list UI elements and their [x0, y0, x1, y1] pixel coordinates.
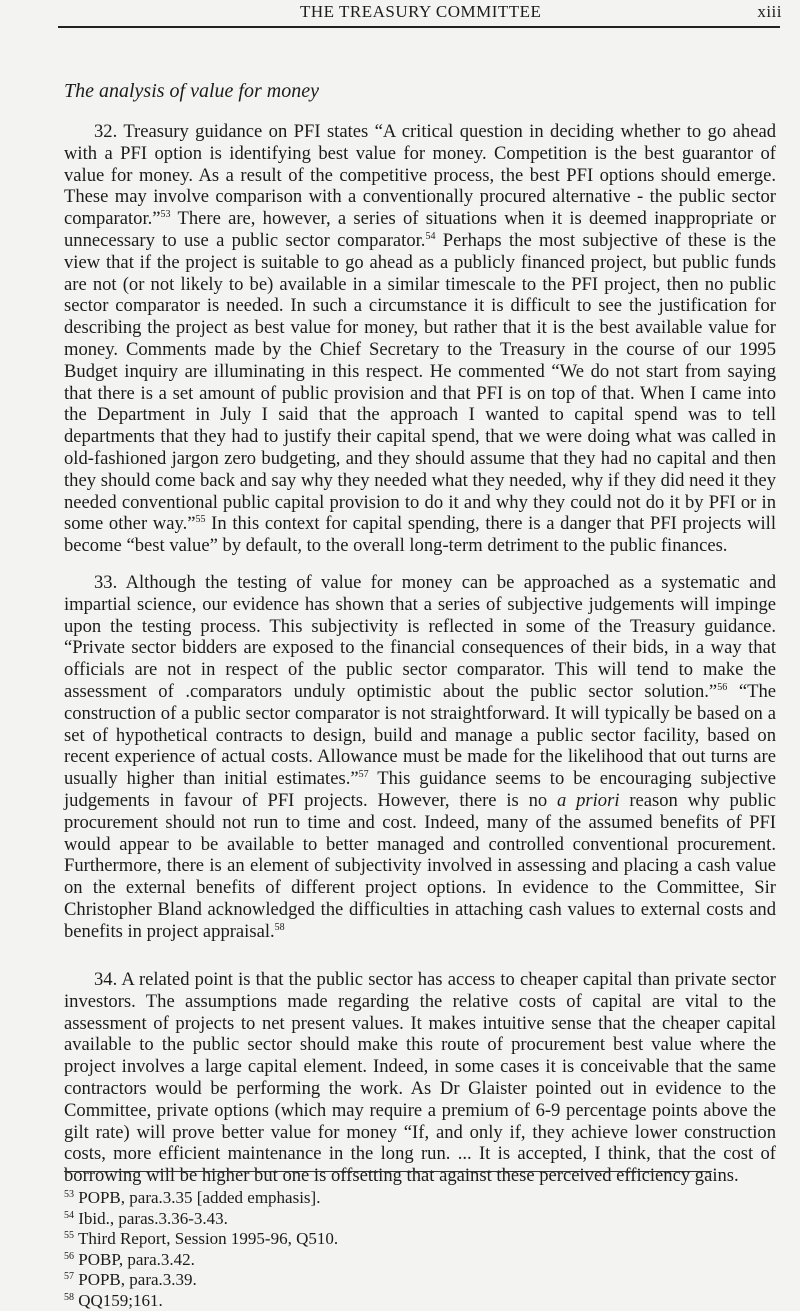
paragraph-34: 34. A related point is that the public sector has access to cheaper capital than private sector investors. The assumptions made regarding the relative costs of capital are vital to the assessment of projects to net present values. It makes intuitive sense that the cheaper capital available to the public sector should make this route of procurement best value where the project involves a large capital element. Indeed, in some cases it is conceivable that the same contractors would be performing the work. As Dr Glaister pointed out in evidence to the Committee, private options (which may require a premium of 6-9 percentage points above the gilt rate) will prove better value for money “If, and only if, they achieve lower construction costs, more efficient maintenance in the long run. ... It is accepted, I think, that the cost of borrowing will be higher but one is offsetting that against these perceived efficiency gains.: [64, 969, 776, 1187]
footnote-number: 57: [64, 1271, 74, 1282]
footnote-text: Ibid., paras.3.36-3.43.: [74, 1209, 228, 1228]
footnote-number: 58: [64, 1292, 74, 1303]
footnotes: [64, 1188, 776, 1311]
section-heading: The analysis of value for money: [64, 80, 319, 103]
footnote-number: 55: [64, 1230, 74, 1241]
footnote-57: [64, 1270, 776, 1291]
footnote-rule: [64, 1171, 712, 1172]
footnote-54: [64, 1209, 776, 1230]
footnote-55: [64, 1229, 776, 1250]
footnote-text: POPB, para.3.35 [added emphasis].: [74, 1188, 320, 1207]
footnote-text: POBP, para.3.42.: [74, 1250, 195, 1269]
footnote-number: 56: [64, 1251, 74, 1262]
footnote-number: 53: [64, 1189, 74, 1200]
paragraph-32: 32. Treasury guidance on PFI states “A critical question in deciding whether to go ahead with a PFI option is identifying best value for money. Competition is the best guarantor of value for money. As a result of the competitive process, the best PFI options should emerge. These may involve comparison with a conventionally procured alternative - the public sector comparator.”$^{53}$ There are, however, a series of situations when it is deemed inappropriate or unnecessary to use a public sector comparator.$^{54}$ Perhaps the most subjective of these is the view that if the project is suitable to go ahead as a publicly financed project, but public funds are not (or not likely to be) available in a similar timescale to the PFI project, then no public sector comparator is needed. In such a circumstance it is difficult to see the justification for describing the project as best value for money, but rather that it is the best available value for money. Comments made by the Chief Secretary to the Treasury in the course of our 1995 Budget inquiry are illuminating in this respect. He commented “We do not start from saying that there is a set amount of public provision and that PFI is on top of that. When I came into the Department in July I said that the approach I wanted to capital spend was to tell departments that they had to justify their capital spend, that we were doing what was called in old-fashioned jargon zero budgeting, and they should assume that they had no capital and then they should come back and say why they needed what they needed, why if they did need it they needed conventional public capital provision to do it and why they could not do it by PFI or in some other way.”$^{55}$ In this context for capital spending, there is a danger that PFI projects will become “best value” by default, to the overall long-term detriment to the public finances.: [64, 121, 776, 557]
footnote-text: POPB, para.3.39.: [74, 1270, 197, 1289]
running-head: [300, 2, 782, 22]
footnote-number: 54: [64, 1210, 74, 1221]
header-rule: [58, 26, 780, 28]
running-title: THE TREASURY COMMITTEE: [300, 2, 541, 22]
footnote-text: QQ159;161.: [74, 1291, 163, 1310]
footnote-text: Third Report, Session 1995-96, Q510.: [74, 1229, 338, 1248]
footnote-56: [64, 1250, 776, 1271]
paragraph-33: 33. Although the testing of value for money can be approached as a systematic and impartial science, our evidence has shown that a series of subjective judgements will impinge upon the testing process. This subjectivity is reflected in some of the Treasury guidance. “Private sector bidders are exposed to the financial consequences of their bids, in a way that officials are not in respect of the public sector comparator. This will tend to make the assessment of .comparators unduly optimistic about the public sector solution.”$^{56}$ “The construction of a public sector comparator is not straightforward. It will typically be based on a set of hypothetical contracts to design, build and manage a public sector facility, based on recent experience of actual costs. Allowance must be made for the likelihood that out turns are usually higher than initial estimates.”$^{57}$ This guidance seems to be encouraging subjective judgements in favour of PFI projects. However, there is no a priori reason why public procurement should not run to time and cost. Indeed, many of the assumed benefits of PFI would appear to be available to better managed and controlled conventional procurement. Furthermore, there is an element of subjectivity involved in assessing and placing a cash value on the external benefits of different project options. In evidence to the Committee, Sir Christopher Bland acknowledged the difficulties in attaching cash values to external costs and benefits in project appraisal.$^{58}$: [64, 572, 776, 943]
page-number: xiii: [757, 2, 782, 22]
footnote-53: [64, 1188, 776, 1209]
footnote-58: [64, 1291, 776, 1311]
